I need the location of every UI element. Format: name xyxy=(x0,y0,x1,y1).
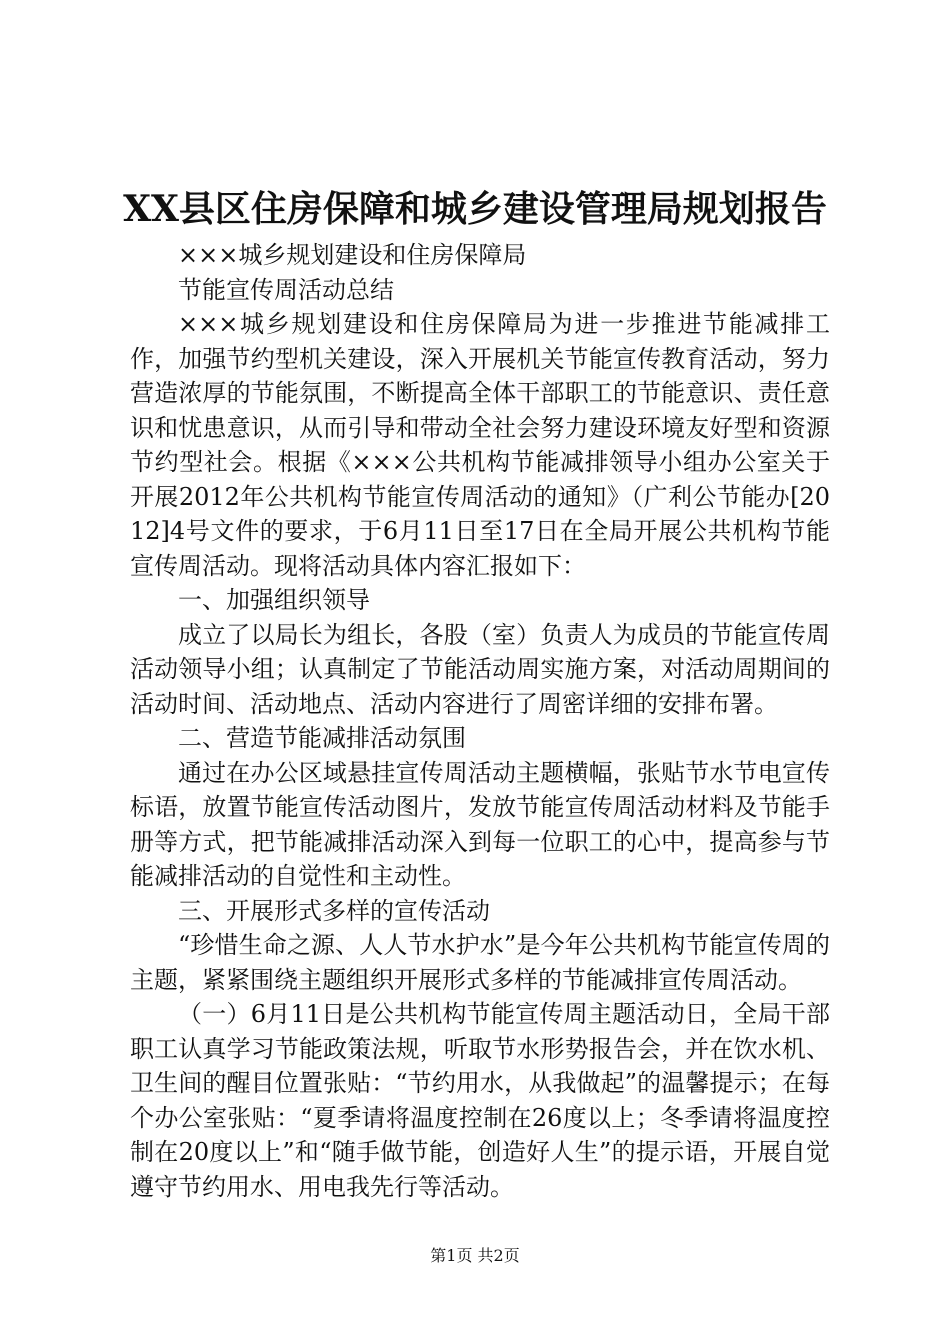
document-body xyxy=(130,238,830,1204)
paragraph-subtitle: 节能宣传周活动总结 xyxy=(178,275,394,304)
paragraph-org-name: ×××城乡规划建设和住房保障局 xyxy=(178,241,527,269)
document-title: XX县区住房保障和城乡建设管理局规划报告 xyxy=(123,188,827,230)
section-heading-3: 三、开展形式多样的宣传活动 xyxy=(178,896,490,925)
paragraph-intro: ×××城乡规划建设和住房保障局为进一步推进节能减排工作，加强节约型机关建设，深入开展机关节能宣传教育活动，努力营造浓厚的节能氛围，不断提高全体干部职工的节能意识、责任意识和忧患意识，从而引导和带动全社会努力建设环境友好型和资源节约型社会。根据《×××公共机构节能减排领导小组办公室关于开展2012年公共机构节能宣传周活动的通知》（广利公节能办[2012]4号文件的要求，于6月11日至17日在全局开展公共机构节能宣传周活动。现将活动具体内容汇报如下： xyxy=(130,310,830,580)
section-heading-2: 二、营造节能减排活动氛围 xyxy=(178,724,466,752)
paragraph-section-3: “珍惜生命之源、人人节水护水”是今年公共机构节能宣传周的主题，紧紧围绕主题组织开展形式多样的节能减排宣传周活动。 xyxy=(130,931,830,994)
paragraph-section-3-item-1: （一）6月11日是公共机构节能宣传周主题活动日，全局干部职工认真学习节能政策法规，听取节水形势报告会，并在饮水机、卫生间的醒目位置张贴：“节约用水，从我做起”的温馨提示；在每个办公室张贴：“夏季请将温度控制在26度以上；冬季请将温度控制在20度以上”和“随手做节能，创造好人生”的提示语，开展自觉遵守节约用水、用电我先行等活动。 xyxy=(130,1000,830,1201)
paragraph-section-2: 通过在办公区域悬挂宣传周活动主题横幅，张贴节水节电宣传标语，放置节能宣传活动图片，发放节能宣传周活动材料及节能手册等方式，把节能减排活动深入到每一位职工的心中，提高参与节能减排活动的自觉性和主动性。 xyxy=(130,758,830,890)
page-footer: 第1页 共2页 xyxy=(430,1246,520,1265)
section-heading-1: 一、加强组织领导 xyxy=(178,586,370,614)
paragraph-section-1: 成立了以局长为组长，各股（室）负责人为成员的节能宣传周活动领导小组；认真制定了节能活动周实施方案，对活动周期间的活动时间、活动地点、活动内容进行了周密详细的安排布署。 xyxy=(130,620,830,718)
